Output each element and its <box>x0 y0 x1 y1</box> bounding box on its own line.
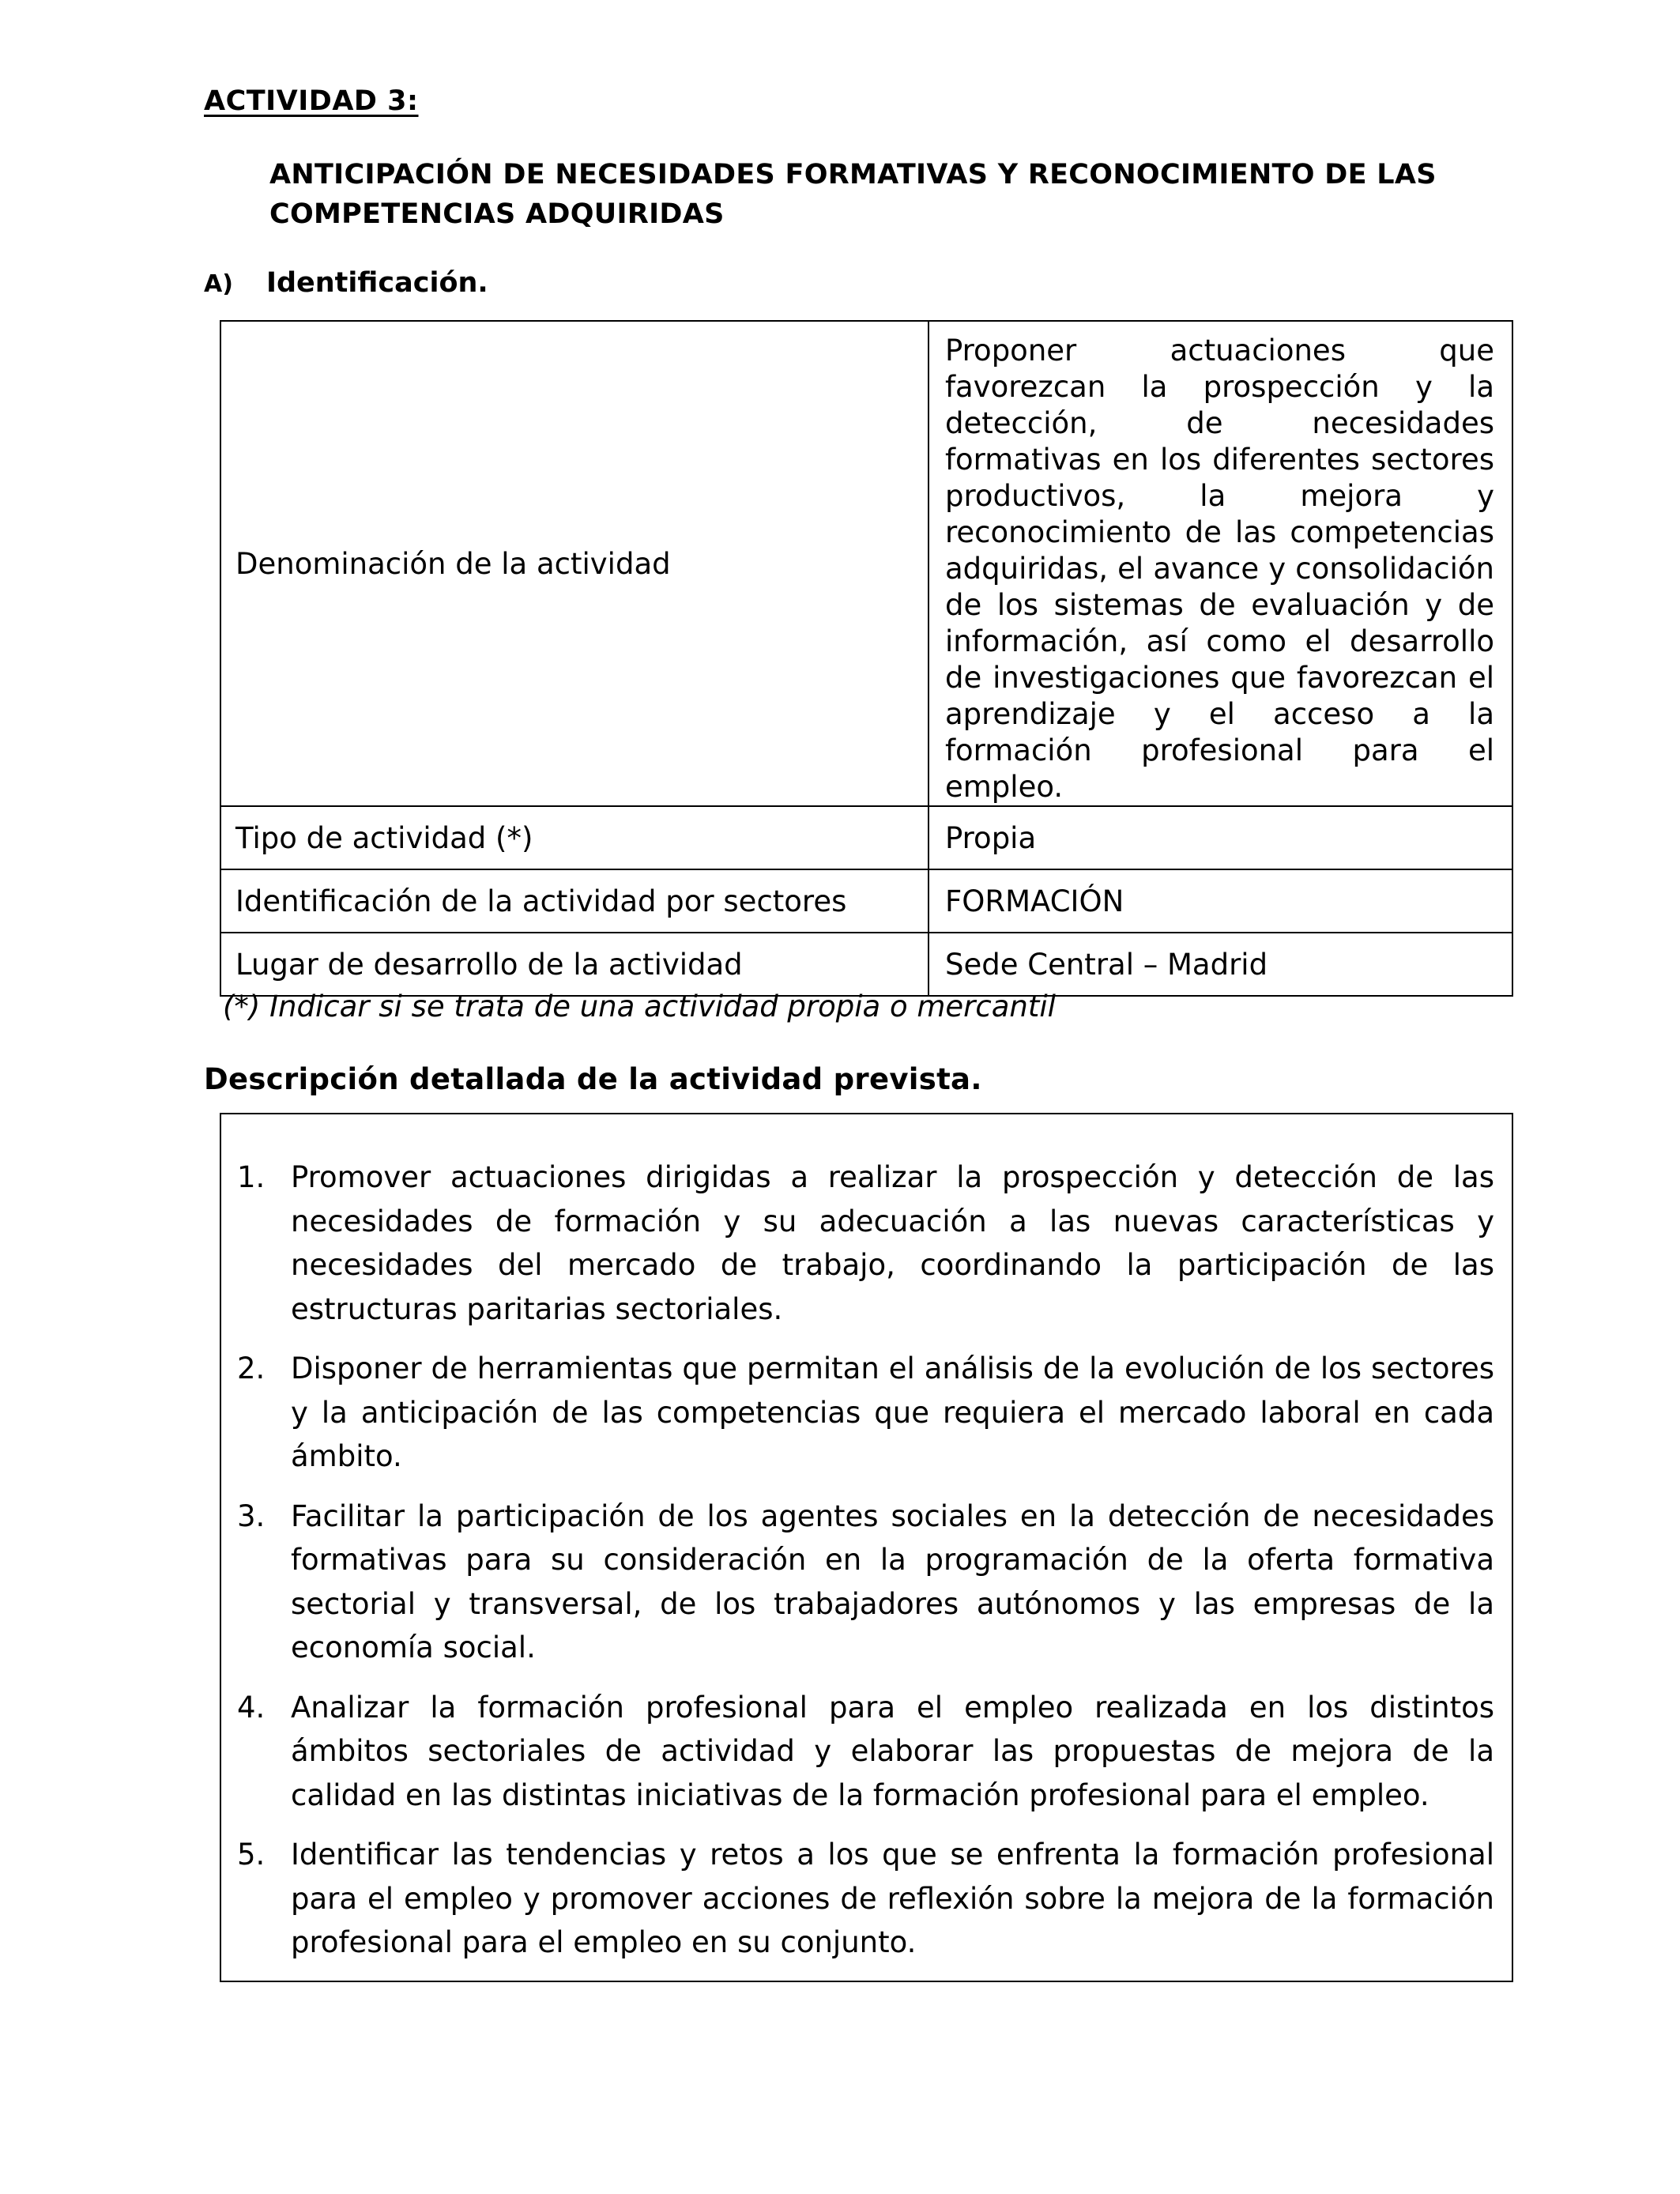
section-letter: A) <box>204 270 233 298</box>
item-number: 2. <box>237 1351 266 1385</box>
item-text: Promover actuaciones dirigidas a realizar la prospección y detección de las necesidades de formación y su adecuación a las nuevas características y necesidades del mercado de trabajo, coordinando la participación de las estructuras paritarias sectoriales. <box>291 1160 1494 1326</box>
row-value: FORMACIÓN <box>929 869 1512 933</box>
table-row <box>220 869 1512 933</box>
row-label: Denominación de la actividad <box>220 321 929 806</box>
table-row <box>220 806 1512 869</box>
row-label: Identificación de la actividad por sectores <box>220 869 929 933</box>
section-title: Identificación. <box>266 267 488 299</box>
activity-heading: ACTIVIDAD 3: <box>204 85 419 117</box>
description-heading: Descripción detallada de la actividad prevista. <box>204 1062 982 1096</box>
document-title: ANTICIPACIÓN DE NECESIDADES FORMATIVAS Y RECONOCIMIENTO DE LAS COMPETENCIAS ADQUIRIDAS <box>269 159 1437 230</box>
list-item <box>221 1155 1512 1331</box>
identification-table <box>220 320 1513 997</box>
item-number: 1. <box>237 1160 266 1194</box>
row-value: Propia <box>929 806 1512 869</box>
item-text: Disponer de herramientas que permitan el análisis de la evolución de los sectores y la anticipación de las competencias que requiera el mercado laboral en cada ámbito. <box>291 1351 1494 1473</box>
row-value: Proponer actuaciones que favorezcan la prospección y la detección, de necesidades formativas en los diferentes sectores productivos, la mejora y reconocimiento de las competencias adquiridas, el avance y consolidación de los sistemas de evaluación y de información, así como el desarrollo de investigaciones que favorezcan el aprendizaje y el acceso a la formación profesional para el empleo. <box>929 321 1512 806</box>
list-item <box>221 1495 1512 1670</box>
item-number: 5. <box>237 1838 266 1872</box>
list-item <box>221 1833 1512 1965</box>
item-number: 3. <box>237 1498 266 1533</box>
item-text: Facilitar la participación de los agentes sociales en la detección de necesidades formativas para su consideración en la programación de la oferta formativa sectorial y transversal, de los trabajadores autónomos y las empresas de la economía social. <box>291 1498 1494 1664</box>
description-box <box>220 1113 1513 1982</box>
row-value: Sede Central – Madrid <box>929 933 1512 996</box>
list-item <box>221 1686 1512 1818</box>
table-footnote: (*) Indicar si se trata de una actividad propia o mercantil <box>223 990 1056 1023</box>
item-number: 4. <box>237 1690 266 1725</box>
table-row <box>220 933 1512 996</box>
table-row <box>220 321 1512 806</box>
row-label: Tipo de actividad (*) <box>220 806 929 869</box>
identification-heading <box>204 267 488 299</box>
row-label: Lugar de desarrollo de la actividad <box>220 933 929 996</box>
item-text: Analizar la formación profesional para el empleo realizada en los distintos ámbitos sectoriales de actividad y elaborar las propuestas de mejora de la calidad en las distintas iniciativas de la formación profesional para el empleo. <box>291 1690 1494 1812</box>
item-text: Identificar las tendencias y retos a los que se enfrenta la formación profesional para el empleo y promover acciones de reflexión sobre la mejora de la formación profesional para el empleo en su conjunto. <box>291 1838 1494 1959</box>
activity-list <box>221 1155 1512 1981</box>
list-item <box>221 1347 1512 1479</box>
